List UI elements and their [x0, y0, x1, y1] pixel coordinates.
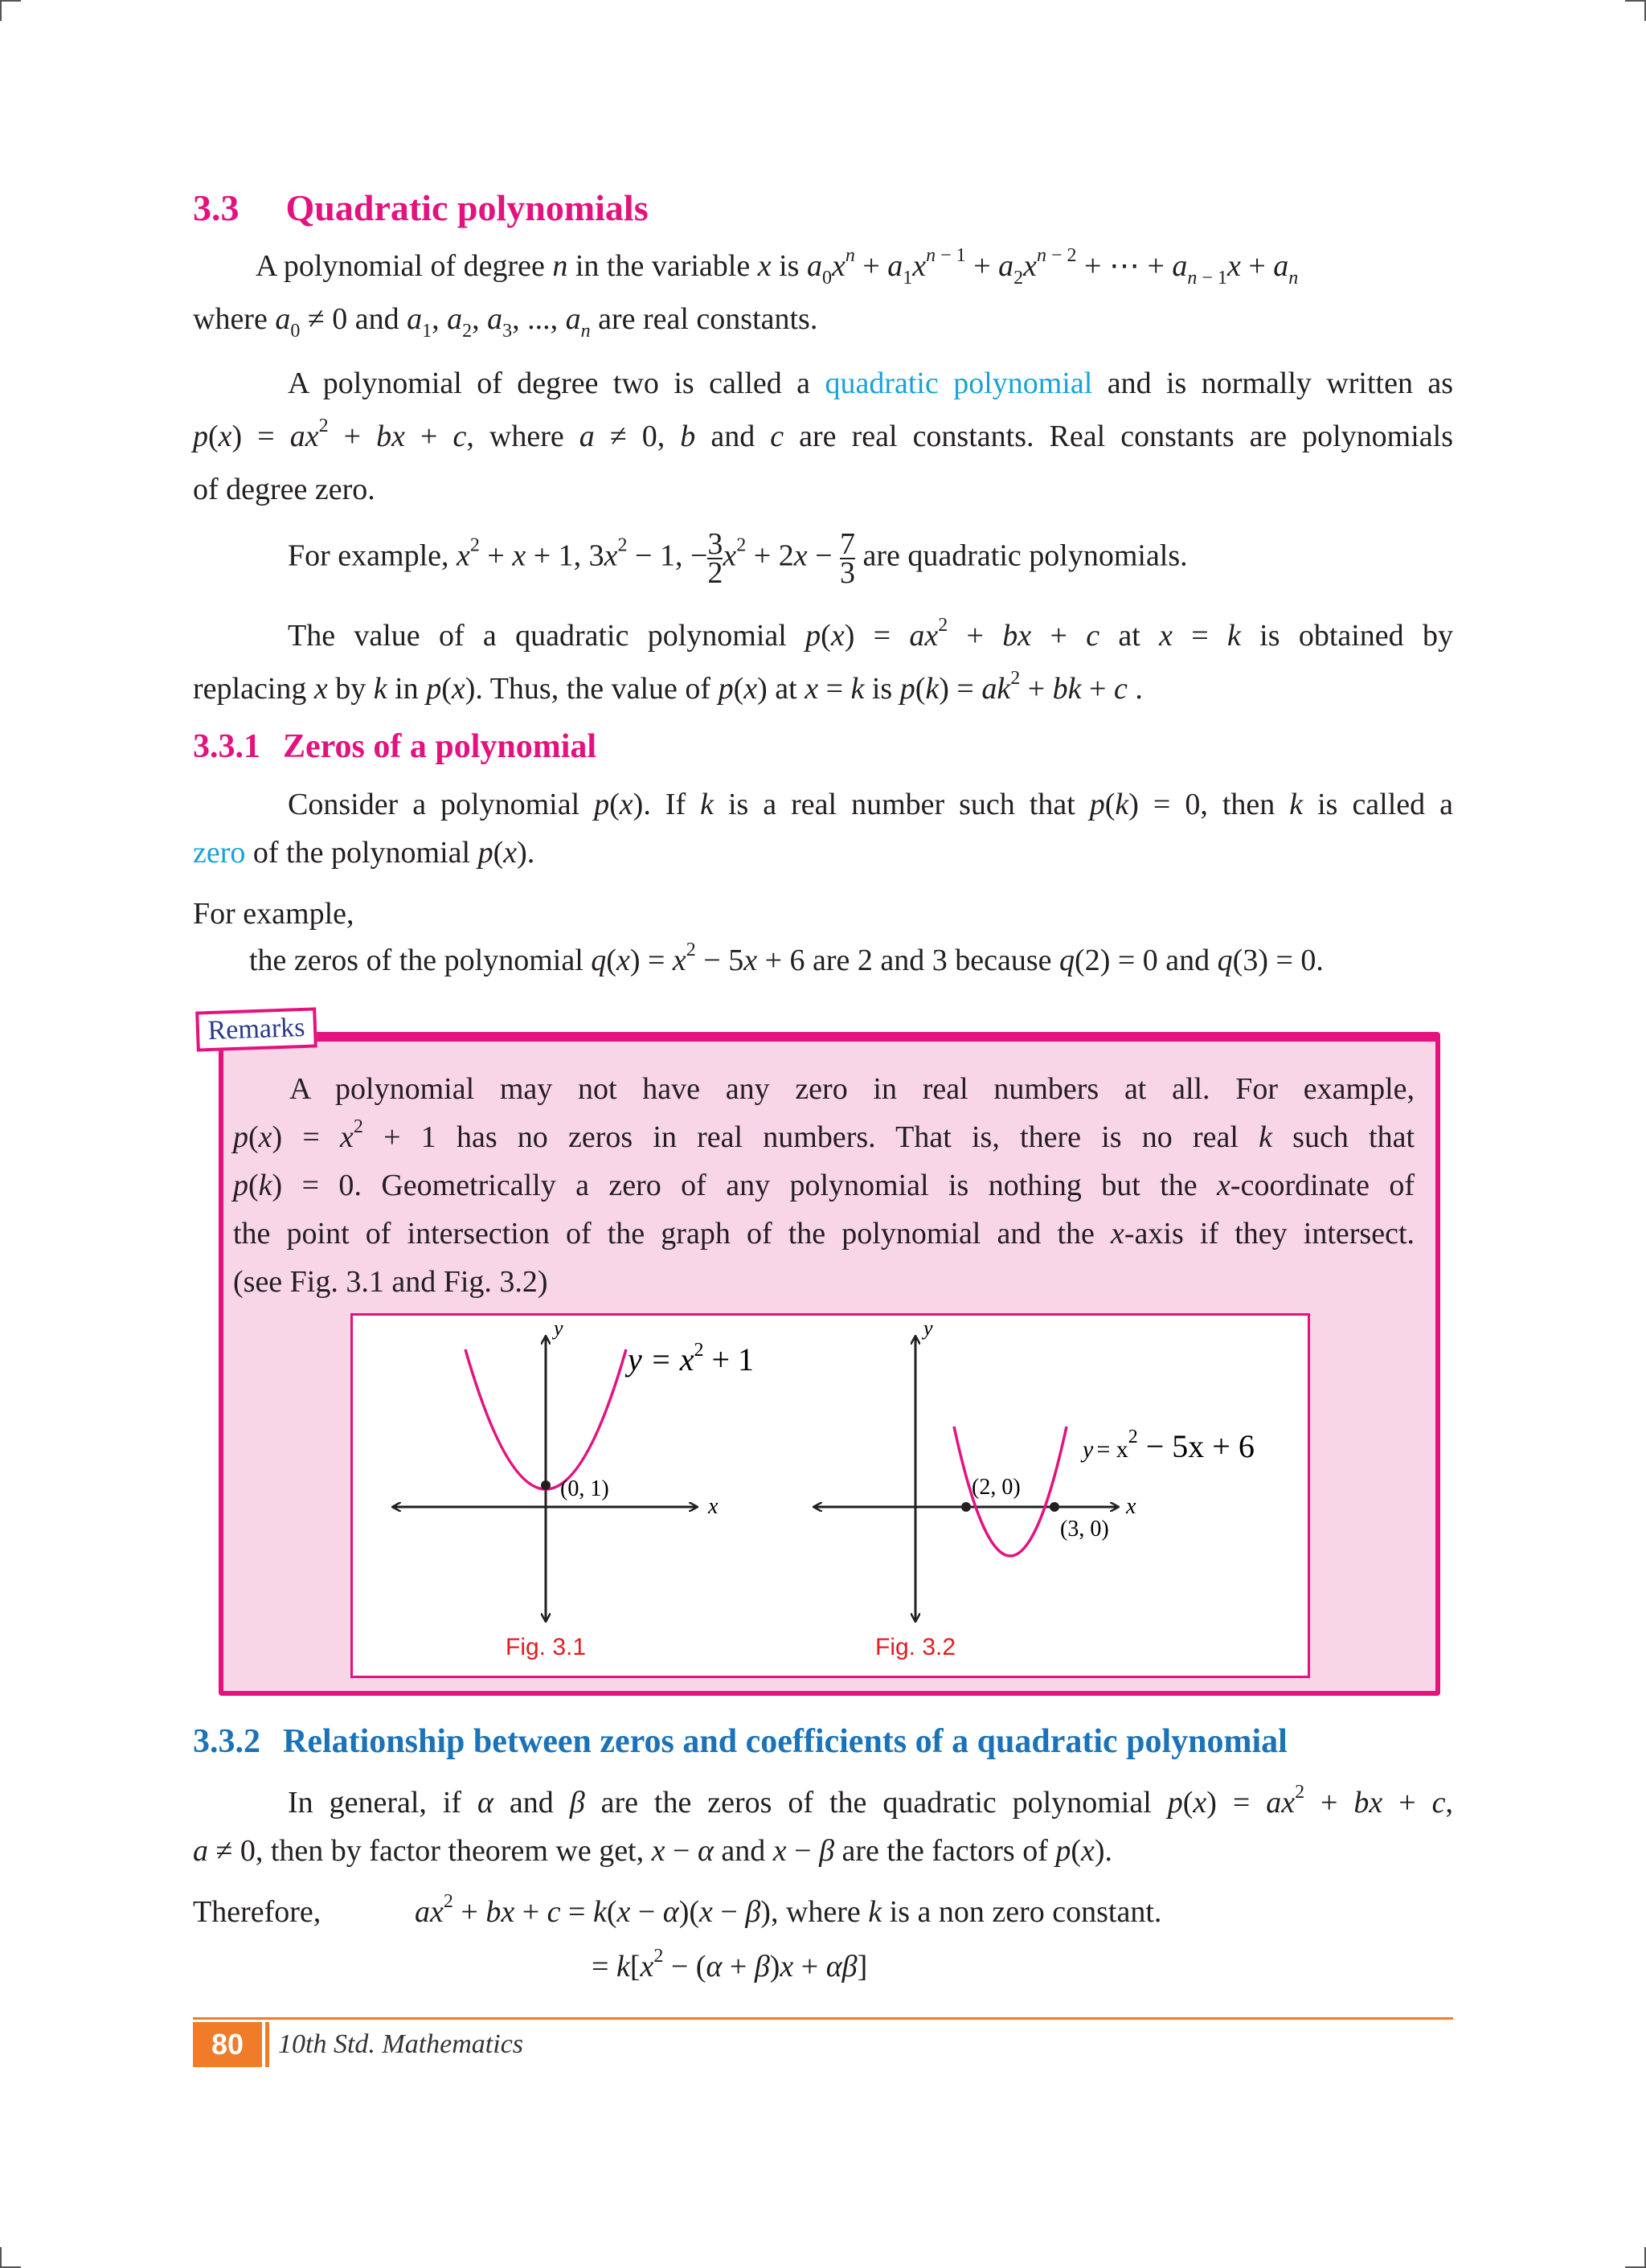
crop-mark-top-left — [0, 0, 21, 21]
equation-factored-form: Therefore, $ax^2$ + bx + c = k(x − α)(x − β), where k is a non zero constant. — [193, 1891, 1162, 1929]
paragraph-general-polynomial: A polynomial of degree n in the variable x is $a_0x^n + a_1x^{n - 1} + a_2x^{n - 2}$ + ⋯ + $a_{n - 1}x + a_n$ — [256, 245, 1299, 289]
fig1-y-label: y — [554, 1316, 563, 1340]
remarks-line-5: (see Fig. 3.1 and Fig. 3.2) — [233, 1265, 548, 1299]
term-quadratic-polynomial: quadratic polynomial — [825, 366, 1093, 400]
paragraph-quadratic-definition: A polynomial of degree two is called a quadratic polynomial and is normally written as — [288, 366, 1454, 400]
fig2-y-label: y — [923, 1316, 933, 1340]
paragraph-relationship-2: a ≠ 0, then by factor theorem we get, x − α and x − β are the factors of p(x). — [193, 1834, 1113, 1868]
remarks-line-2: $p(x) = x^2 + 1$ has no zeros in real numbers. That is, there is no real k such that — [233, 1116, 1415, 1154]
section-title: Quadratic polynomials — [285, 187, 649, 228]
paragraph-zero-definition-2: zero of the polynomial p(x). — [193, 836, 535, 870]
remarks-line-4: the point of intersection of the graph of the polynomial and the x-axis if they intersect. — [233, 1217, 1415, 1251]
subsection-heading-relationship: 3.3.2 Relationship between zeros and coefficients of a quadratic polynomial — [193, 1723, 1288, 1760]
remarks-line-1: A polynomial may not have any zero in real numbers at all. For example, — [289, 1072, 1415, 1106]
paragraph-degree-zero: of degree zero. — [193, 473, 375, 506]
section-heading — [193, 186, 1453, 230]
fig2-point-2-0 — [961, 1502, 971, 1512]
page-number: 80 — [193, 2022, 262, 2067]
page-number-bar — [265, 2022, 269, 2067]
book-title: 10th Std. Mathematics — [278, 2029, 524, 2059]
fig1-caption: Fig. 3.1 — [506, 1634, 587, 1660]
fig2-point1-label: (2, 0) — [972, 1475, 1021, 1500]
fig2-point2-label: (3, 0) — [1060, 1517, 1109, 1541]
fig2-x-label: x — [1126, 1494, 1136, 1519]
fig2-caption: Fig. 3.2 — [875, 1634, 956, 1660]
fig2-curve-label: $y = x^2 - 5x + 6$ — [1083, 1427, 1255, 1464]
section-number: 3.3 — [193, 187, 240, 228]
crop-mark-bottom-right — [1625, 2247, 1646, 2268]
fig2-point-3-0 — [1050, 1502, 1059, 1512]
fig1-curve-label: $y = x^2 + 1$ — [628, 1340, 755, 1378]
for-example-label: For example, — [193, 897, 354, 931]
crop-mark-bottom-left — [0, 2247, 21, 2268]
fig1-point-label: (0, 1) — [560, 1476, 609, 1501]
crop-mark-top-right — [1625, 0, 1646, 21]
figures-box — [350, 1313, 1310, 1678]
paragraph-examples: For example, $x^2 + x + 1$, $3x^2 - 1$, − $\frac{3}{2}$ $x^2 + 2x$ − $\frac{7}{3}$ are quadratic polynomials. — [288, 527, 1188, 590]
paragraph-relationship-1: In general, if α and β are the zeros of the quadratic polynomial $p(x) = ax^2$ + bx + c, — [288, 1782, 1453, 1820]
paragraph-value-1: The value of a quadratic polynomial $p(x) = ax^2$ + bx + c at x = k is obtained by — [288, 615, 1453, 653]
fig1-x-label: x — [708, 1494, 719, 1519]
figures-svg — [353, 1316, 1308, 1676]
fig1-point-0-1 — [541, 1480, 551, 1490]
paragraph-constants: where $a_0 \ne 0$ and $a_1$, $a_2$, $a_3$, ..., $a_n$ are real constants. — [193, 302, 818, 342]
footer-rule — [193, 2017, 1453, 2020]
remarks-line-3: p(k) = 0. Geometrically a zero of any polynomial is nothing but the x-coordinate of — [233, 1169, 1415, 1202]
paragraph-zero-definition-1: Consider a polynomial p(x). If k is a real number such that p(k) = 0, then k is called a — [288, 788, 1454, 821]
paragraph-standard-form: $p(x) = ax^2$ + bx + c, where a ≠ 0, b and c are real constants. Real constants are polynomials — [193, 416, 1453, 453]
term-zero: zero — [193, 836, 246, 870]
remarks-label: Remarks — [195, 1007, 317, 1051]
paragraph-value-2: replacing x by k in p(x). Thus, the value of p(x) at x = k is $p(k) = ak^2$ + bk + c . — [193, 668, 1143, 706]
paragraph-zeros-example: the zeros of the polynomial $q(x) = x^2 - 5x + 6$ are 2 and 3 because q(2) = 0 and q(3) = 0. — [249, 940, 1324, 977]
subsection-heading-zeros: 3.3.1 Zeros of a polynomial — [193, 728, 597, 765]
